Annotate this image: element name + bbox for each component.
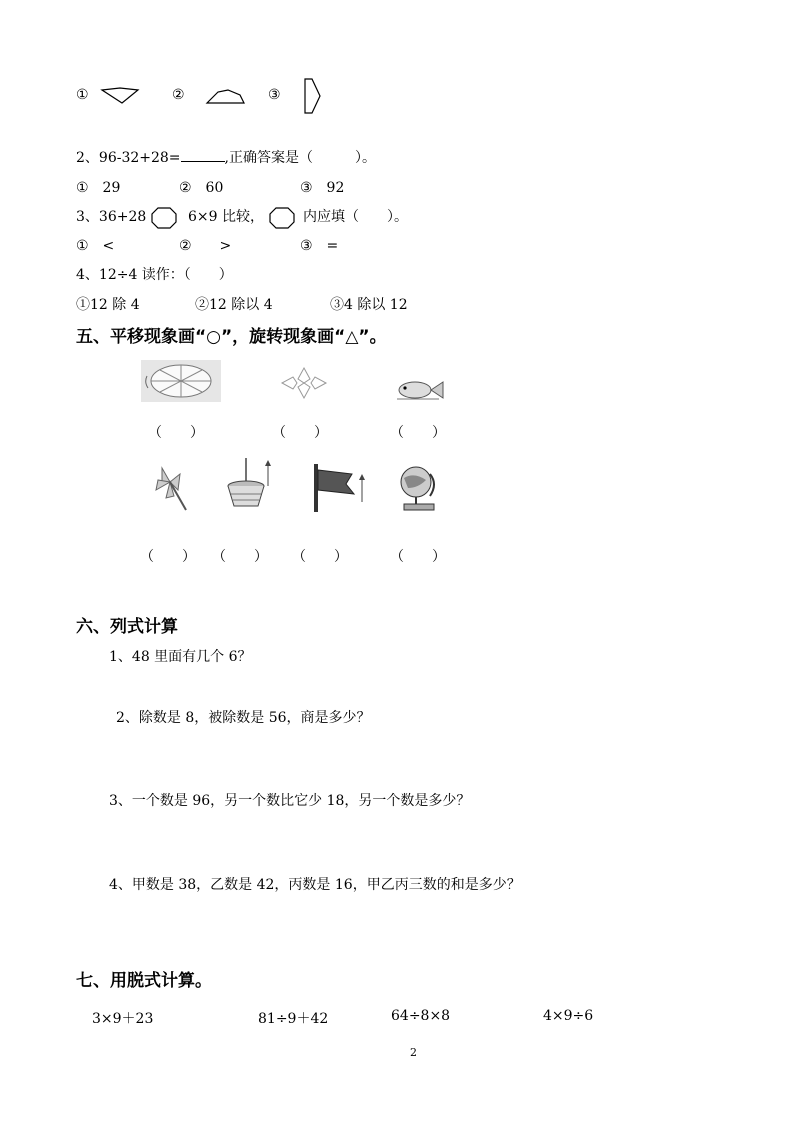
globe-icon bbox=[394, 460, 444, 514]
q2-option-3: ③ 92 bbox=[300, 180, 345, 196]
flag-icon bbox=[308, 462, 368, 514]
q2-suffix: ,正确答案是（ ）。 bbox=[224, 150, 376, 166]
expression: 64÷8×8 bbox=[391, 1008, 451, 1024]
section-7-title: 七、用脱式计算。 bbox=[76, 971, 212, 991]
answer-paren[interactable]: （ ） bbox=[390, 425, 446, 441]
question-4: 4、12÷4 读作：（ ） bbox=[76, 267, 233, 283]
answer-paren[interactable]: （ ） bbox=[272, 425, 328, 441]
answer-paren[interactable]: （ ） bbox=[390, 549, 446, 565]
calc-question-4: 4、甲数是 38，乙数是 42，丙数是 16，甲乙丙三数的和是多少？ bbox=[109, 877, 521, 893]
q3-option-1: ① < bbox=[76, 238, 115, 254]
q3-part-a: 3、36+28 bbox=[76, 209, 147, 225]
fan-icon bbox=[141, 360, 221, 402]
answer-paren[interactable]: （ ） bbox=[148, 425, 204, 441]
q4-option-1: ①12 除 4 bbox=[76, 297, 140, 313]
calc-question-3: 3、一个数是 96，另一个数比它少 18，另一个数是多少？ bbox=[109, 793, 471, 809]
section-6-title: 六、列式计算 bbox=[76, 617, 178, 637]
q3-part-b: 6×9 比较， bbox=[188, 209, 264, 225]
page-number: 2 bbox=[410, 1046, 417, 1059]
answer-paren[interactable]: （ ） bbox=[140, 549, 196, 565]
option-3-label: ③ bbox=[268, 87, 281, 103]
answer-paren[interactable]: （ ） bbox=[292, 549, 348, 565]
expression: 3×9＋23 bbox=[92, 1011, 154, 1027]
option-2-label: ② bbox=[172, 87, 185, 103]
shape-2-icon bbox=[204, 86, 246, 108]
shape-3-icon bbox=[300, 76, 324, 116]
fish-icon bbox=[393, 376, 447, 404]
q2-option-2: ② 60 bbox=[179, 180, 224, 196]
q3-option-3: ③ = bbox=[300, 238, 339, 254]
q4-option-3: ③4 除以 12 bbox=[330, 297, 408, 313]
basket-icon bbox=[222, 456, 272, 512]
expression: 81÷9＋42 bbox=[258, 1011, 329, 1027]
q4-option-2: ②12 除以 4 bbox=[195, 297, 273, 313]
q2-option-1: ① 29 bbox=[76, 180, 121, 196]
option-1-label: ① bbox=[76, 87, 89, 103]
calc-question-2: 2、除数是 8，被除数是 56，商是多少？ bbox=[116, 710, 371, 726]
section-5-title: 五、平移现象画“○”，旋转现象画“△”。 bbox=[76, 327, 387, 347]
q2-prefix: 2、96-32+28= bbox=[76, 150, 181, 166]
q3-part-c: 内应填（ ）。 bbox=[303, 209, 408, 225]
pinwheel-icon bbox=[272, 364, 336, 402]
expression: 4×9÷6 bbox=[543, 1008, 594, 1024]
windmill-icon bbox=[140, 460, 200, 514]
q3-option-2: ② > bbox=[179, 238, 232, 254]
answer-blank[interactable] bbox=[181, 149, 225, 162]
octagon-blank-icon[interactable] bbox=[150, 206, 178, 230]
octagon-blank-icon[interactable] bbox=[268, 206, 296, 230]
calc-question-1: 1、48 里面有几个 6？ bbox=[109, 649, 252, 665]
question-2 bbox=[76, 147, 376, 167]
shape-1-icon bbox=[100, 86, 140, 106]
answer-paren[interactable]: （ ） bbox=[212, 549, 268, 565]
